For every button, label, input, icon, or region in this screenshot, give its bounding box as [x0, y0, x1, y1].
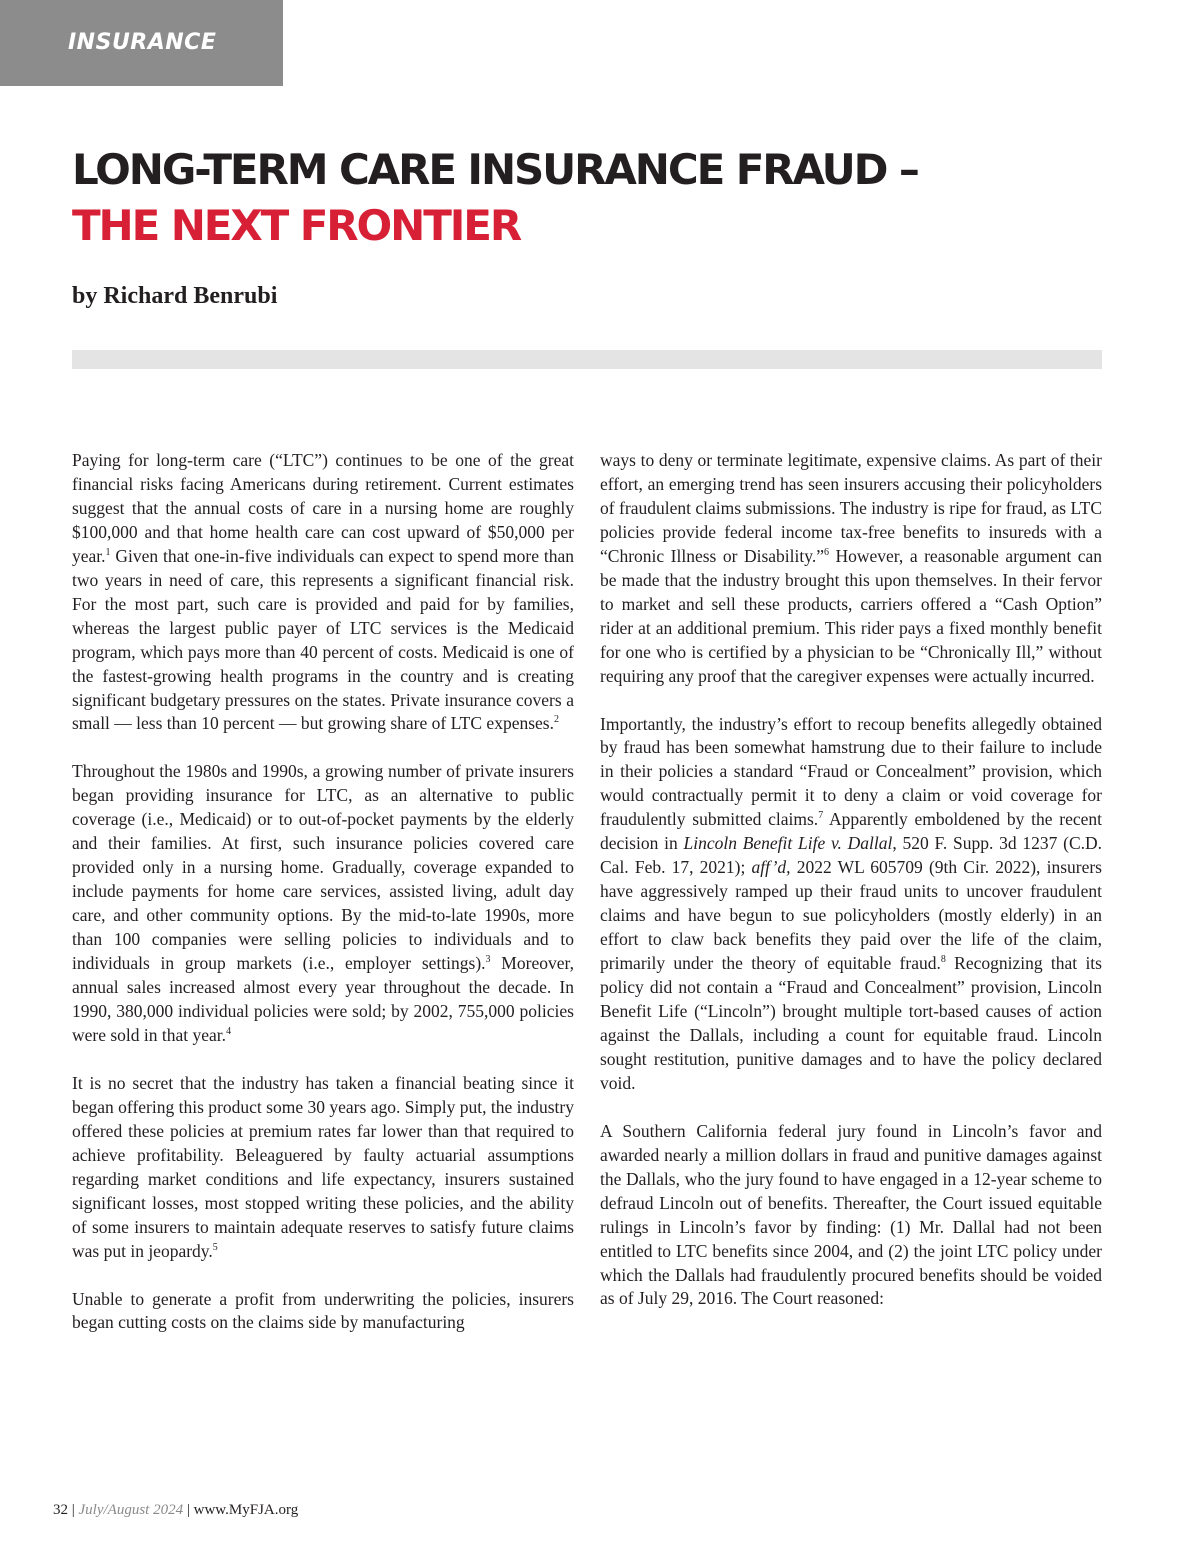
footnote-ref[interactable]: 5	[212, 1241, 218, 1253]
section-label: INSURANCE	[68, 30, 217, 55]
section-tab	[0, 0, 283, 86]
paragraph-text: Given that one-in-five individuals can expect to spend more than two years in need of care, this represents a significant financial risk. For the most part, such care is provided and paid for by families, whereas the largest public payer of LTC services is the Medicaid program, which pays more than 40 percent of costs. Medicaid is one of the fastest-growing health programs in the country and is creating significant budgetary pressures on the states. Private insurance covers a small — less than 10 percent — but growing share of LTC expenses.	[72, 545, 574, 734]
page-number: 32	[53, 1502, 68, 1518]
byline: by Richard Benrubi	[72, 283, 278, 309]
footer-separator: |	[68, 1502, 79, 1518]
paragraph-text: Apparently emboldened by the recent decision in	[600, 809, 1103, 854]
paragraph-1	[72, 449, 574, 736]
paragraph-text: It is no secret that the industry has taken a financial beating since it began offering this product some 30 years ago. Simply put, the industry offered these policies at premium rates far lower than that required to achieve profitability. Beleaguered by faulty actuarial assumptions regarding market conditions and life expectancy, insurers sustained significant losses, most stopped writing these policies, and the ability of some insurers to maintain adequate reserves to satisfy future claims was put in jeopardy.	[72, 1072, 574, 1261]
paragraph-text: 2022 WL 605709 (9th Cir. 2022), insurers have aggressively ramped up their fraud units to uncover fraudulent claims and have begun to sue policyholders (mostly elderly) in an effort to claw back benefits they paid over the life of the claim, primarily under the theory of equitable fraud.	[600, 857, 1102, 974]
footnote-ref[interactable]: 4	[226, 1026, 232, 1038]
issue-date: July/August 2024	[78, 1502, 184, 1518]
title-line-1: LONG-TERM CARE INSURANCE FRAUD –	[72, 145, 918, 194]
paragraph-4	[72, 1288, 574, 1336]
paragraph-text: However, a reasonable argument can be made that the industry brought this upon themselves. In their fervor to market and sell these products, carriers offered a “Cash Option” rider at an additional premium. This rider pays a fixed monthly benefit for one who is certified by a physician to be “Chronically Ill,” without requiring any proof that the caregiver expenses were actually incurred.	[600, 545, 1102, 686]
paragraph-6	[600, 713, 1102, 1096]
affd-citation: aff’d,	[751, 857, 791, 878]
left-column	[72, 449, 574, 1359]
paragraph-text: ways to deny or terminate legitimate, expensive claims. As part of their effort, an emerging trend has seen insurers accusing their policyholders of fraudulent claims submissions. The industry is ripe for fraud, as LTC policies provide federal income tax-free benefits to insureds with a “Chronic Illness or Disability.”	[600, 450, 1102, 566]
footnote-ref[interactable]: 3	[485, 954, 491, 966]
paragraph-5	[600, 449, 1102, 689]
case-name: Lincoln Benefit Life v. Dallal	[683, 833, 893, 854]
paragraph-text: A Southern California federal jury found in Lincoln’s favor and awarded nearly a million dollars in fraud and punitive damages against the Dallals, who the jury found to have engaged in a 12-year scheme to defraud Lincoln out of benefits. Thereafter, the Court issued equitable rulings in Lincoln’s favor by finding: (1) Mr. Dallal had not been entitled to LTC benefits since 2004, and (2) the joint LTC policy under which the Dallals had fraudulently procured benefits should be voided as of July 29, 2016. The Court reasoned:	[600, 1120, 1102, 1309]
paragraph-text: Unable to generate a profit from underwriting the policies, insurers began cutting costs on the claims side by manufacturing	[72, 1288, 574, 1333]
page-footer	[53, 1502, 298, 1519]
title-line-2: THE NEXT FRONTIER	[72, 201, 521, 250]
paragraph-text: , 520 F. Supp. 3d 1237 (C.D. Cal. Feb. 17, 2021);	[600, 833, 1103, 878]
paragraph-text: Moreover, annual sales increased almost every year throughout the decade. In 1990, 380,000 individual policies were sold; by 2002, 755,000 policies were sold in that year.	[72, 953, 574, 1045]
footer-separator: |	[183, 1502, 194, 1518]
paragraph-text: Throughout the 1980s and 1990s, a growing number of private insurers began providing insurance for LTC, as an alternative to public coverage (i.e., Medicaid) or to out-of-pocket payments by the elderly and their families. At first, such insurance policies covered care provided only in a nursing home. Gradually, coverage expanded to include payments for home care services, assisted living, adult day care, and other community options. By the mid-to-late 1990s, more than 100 companies were selling policies to individuals and to individuals in group markets (i.e., employer settings).	[72, 761, 574, 974]
footnote-ref[interactable]: 7	[818, 810, 824, 822]
footnote-ref[interactable]: 6	[823, 546, 829, 558]
paragraph-text: Paying for long-term care (“LTC”) continues to be one of the great financial risks facing Americans during retirement. Current estimates suggest that the annual costs of care in a nursing home are roughly $100,000 and that home health care can cost upward of $50,000 per year.	[72, 450, 574, 566]
right-column	[600, 449, 1102, 1335]
website-link[interactable]: www.MyFJA.org	[193, 1502, 299, 1518]
paragraph-2	[72, 760, 574, 1047]
divider-bar	[72, 350, 1102, 369]
footnote-ref[interactable]: 8	[940, 954, 946, 966]
paragraph-text: Recognizing that its policy did not contain a “Fraud and Concealment” provision, Lincoln Benefit Life (“Lincoln”) brought multiple tort-based causes of action against the Dallals, including a count for equitable fraud. Lincoln sought restitution, punitive damages and to have the policy declared void.	[600, 953, 1102, 1093]
paragraph-7	[600, 1120, 1102, 1312]
footnote-ref[interactable]: 1	[105, 546, 111, 558]
paragraph-text: Importantly, the industry’s effort to recoup benefits allegedly obtained by fraud has been somewhat hamstrung due to their failure to include in their policies a standard “Fraud or Concealment” provision, which would contractually permit it to deny a claim or void coverage for fraudulently submitted claims.	[600, 713, 1102, 830]
footnote-ref[interactable]: 2	[553, 714, 559, 726]
article-title	[72, 142, 918, 254]
paragraph-3	[72, 1072, 574, 1264]
